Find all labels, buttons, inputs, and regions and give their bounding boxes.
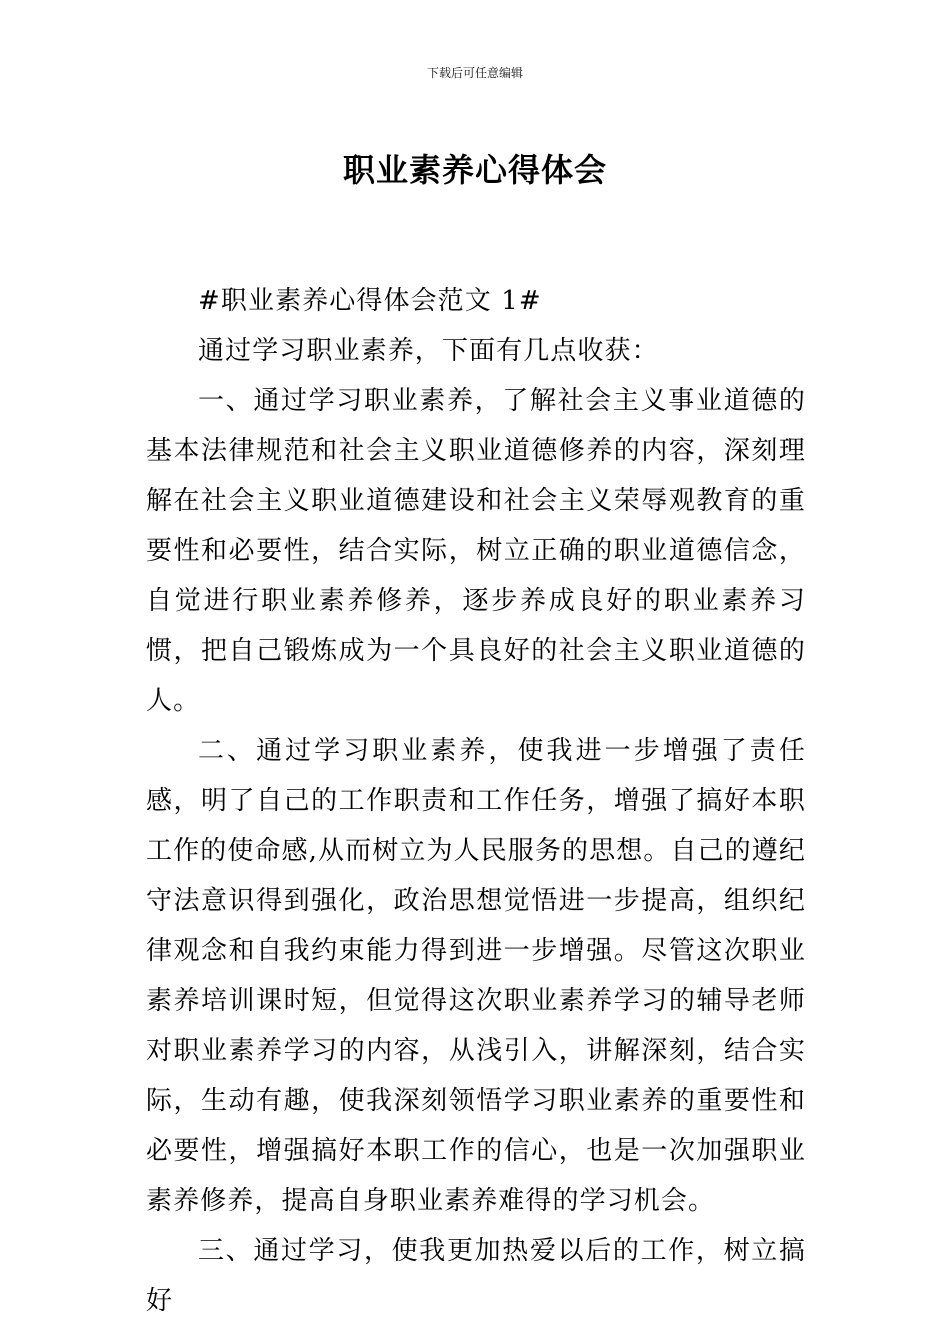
- section-heading: #职业素养心得体会范文 1#: [198, 286, 542, 316]
- paragraph-point-3: 三、通过学习，使我更加热爱以后的工作，树立搞好: [146, 1236, 806, 1316]
- header-note: 下载后可任意编辑: [426, 66, 523, 80]
- document-body: [146, 276, 806, 1326]
- intro-paragraph: 通过学习职业素养，下面有几点收获：: [198, 336, 659, 366]
- document-title: 职业素养心得体会: [342, 151, 607, 190]
- paragraph-point-1: 一、通过学习职业素养，了解社会主义事业道德的基本法律规范和社会主义职业道德修养的内容，深刻理解在社会主义职业道德建设和社会主义荣辱观教育的重要性和必要性，结合实际，树立正确的职业道德信念，自觉进行职业素养修养，逐步养成良好的职业素养习惯，把自己锻炼成为一个具良好的社会主义职业道德的人。: [146, 386, 806, 716]
- paragraph-point-2: 二、通过学习职业素养，使我进一步增强了责任感，明了自己的工作职责和工作任务，增强了搞好本职工作的使命感,从而树立为人民服务的思想。自己的遵纪守法意识得到强化，政治思想觉悟进一步提高，组织纪律观念和自我约束能力得到进一步增强。尽管这次职业素养培训课时短，但觉得这次职业素养学习的辅导老师对职业素养学习的内容，从浅引入，讲解深刻，结合实际，生动有趣，使我深刻领悟学习职业素养的重要性和必要性，增强搞好本职工作的信心，也是一次加强职业素养修养，提高自身职业素养难得的学习机会。: [146, 736, 806, 1216]
